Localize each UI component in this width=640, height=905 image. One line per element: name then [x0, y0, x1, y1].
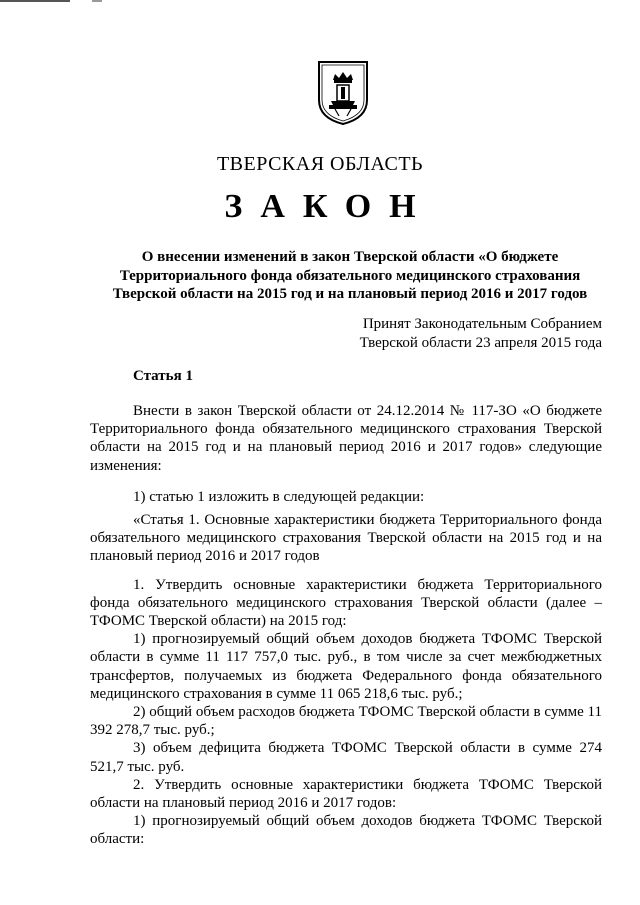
paragraph: 2. Утвердить основные характеристики бюджета ТФОМС Тверской области на плановый период 2016 и 2017 годов: — [90, 776, 602, 812]
paragraph: 1) прогнозируемый общий объем доходов бюджета ТФОМС Тверской области в сумме 11 117 757,0 тыс. руб., в том числе за счет межбюджетных трансфертов, получаемых из бюджета Федерального фонда обязательного медицинского страхования в сумме 11 065 218,6 тыс. руб.; — [90, 631, 602, 702]
region-name: ТВЕРСКАЯ ОБЛАСТЬ — [216, 153, 424, 175]
adoption-line: Тверской области 23 апреля 2015 года — [359, 335, 602, 351]
paragraph: 3) объем дефицита бюджета ТФОМС Тверской области в сумме 274 521,7 тыс. руб. — [90, 740, 602, 775]
scan-artifact — [0, 0, 70, 2]
law-subject — [95, 248, 605, 304]
article-heading: Статья 1 — [133, 368, 193, 384]
subject-line: Территориального фонда обязательного медицинского страхования — [119, 267, 581, 284]
subject-line: О внесении изменений в закон Тверской области «О бюджете — [141, 249, 559, 265]
paragraph: 1. Утвердить основные характеристики бюджета Территориального фонда обязательного медицинского страхования Тверской области (далее – ТФОМС Тверской области) на 2015 год: — [90, 576, 602, 630]
document-type-title: ЗАКОН — [224, 188, 434, 225]
adoption-line: Принят Законодательным Собранием — [362, 316, 602, 332]
paragraph: Внести в закон Тверской области от 24.12.2014 № 117-ЗО «О бюджете Территориального фонда обязательного медицинского страхования Тверской области на 2015 год и на плановый период 2016 и 2017 годов» следующие изменения: — [90, 403, 602, 474]
paragraph: «Статья 1. Основные характеристики бюджета Территориального фонда обязательного медицинского страхования Тверской области на 2015 год и на плановый период 2016 и 2017 годов — [90, 512, 602, 565]
paragraph: 1) статью 1 изложить в следующей редакции: — [133, 488, 425, 505]
paragraph: 1) прогнозируемый общий объем доходов бюджета ТФОМС Тверской области: — [90, 813, 602, 848]
coat-of-arms-icon — [317, 60, 369, 126]
subject-line: Тверской области на 2015 год и на плановый период 2016 и 2017 годов — [112, 286, 588, 302]
scan-artifact — [92, 0, 102, 2]
paragraph: 2) общий объем расходов бюджета ТФОМС Тверской области в сумме 11 392 278,7 тыс. руб.; — [90, 704, 602, 739]
article-body — [90, 402, 602, 849]
adoption-note — [330, 315, 602, 353]
